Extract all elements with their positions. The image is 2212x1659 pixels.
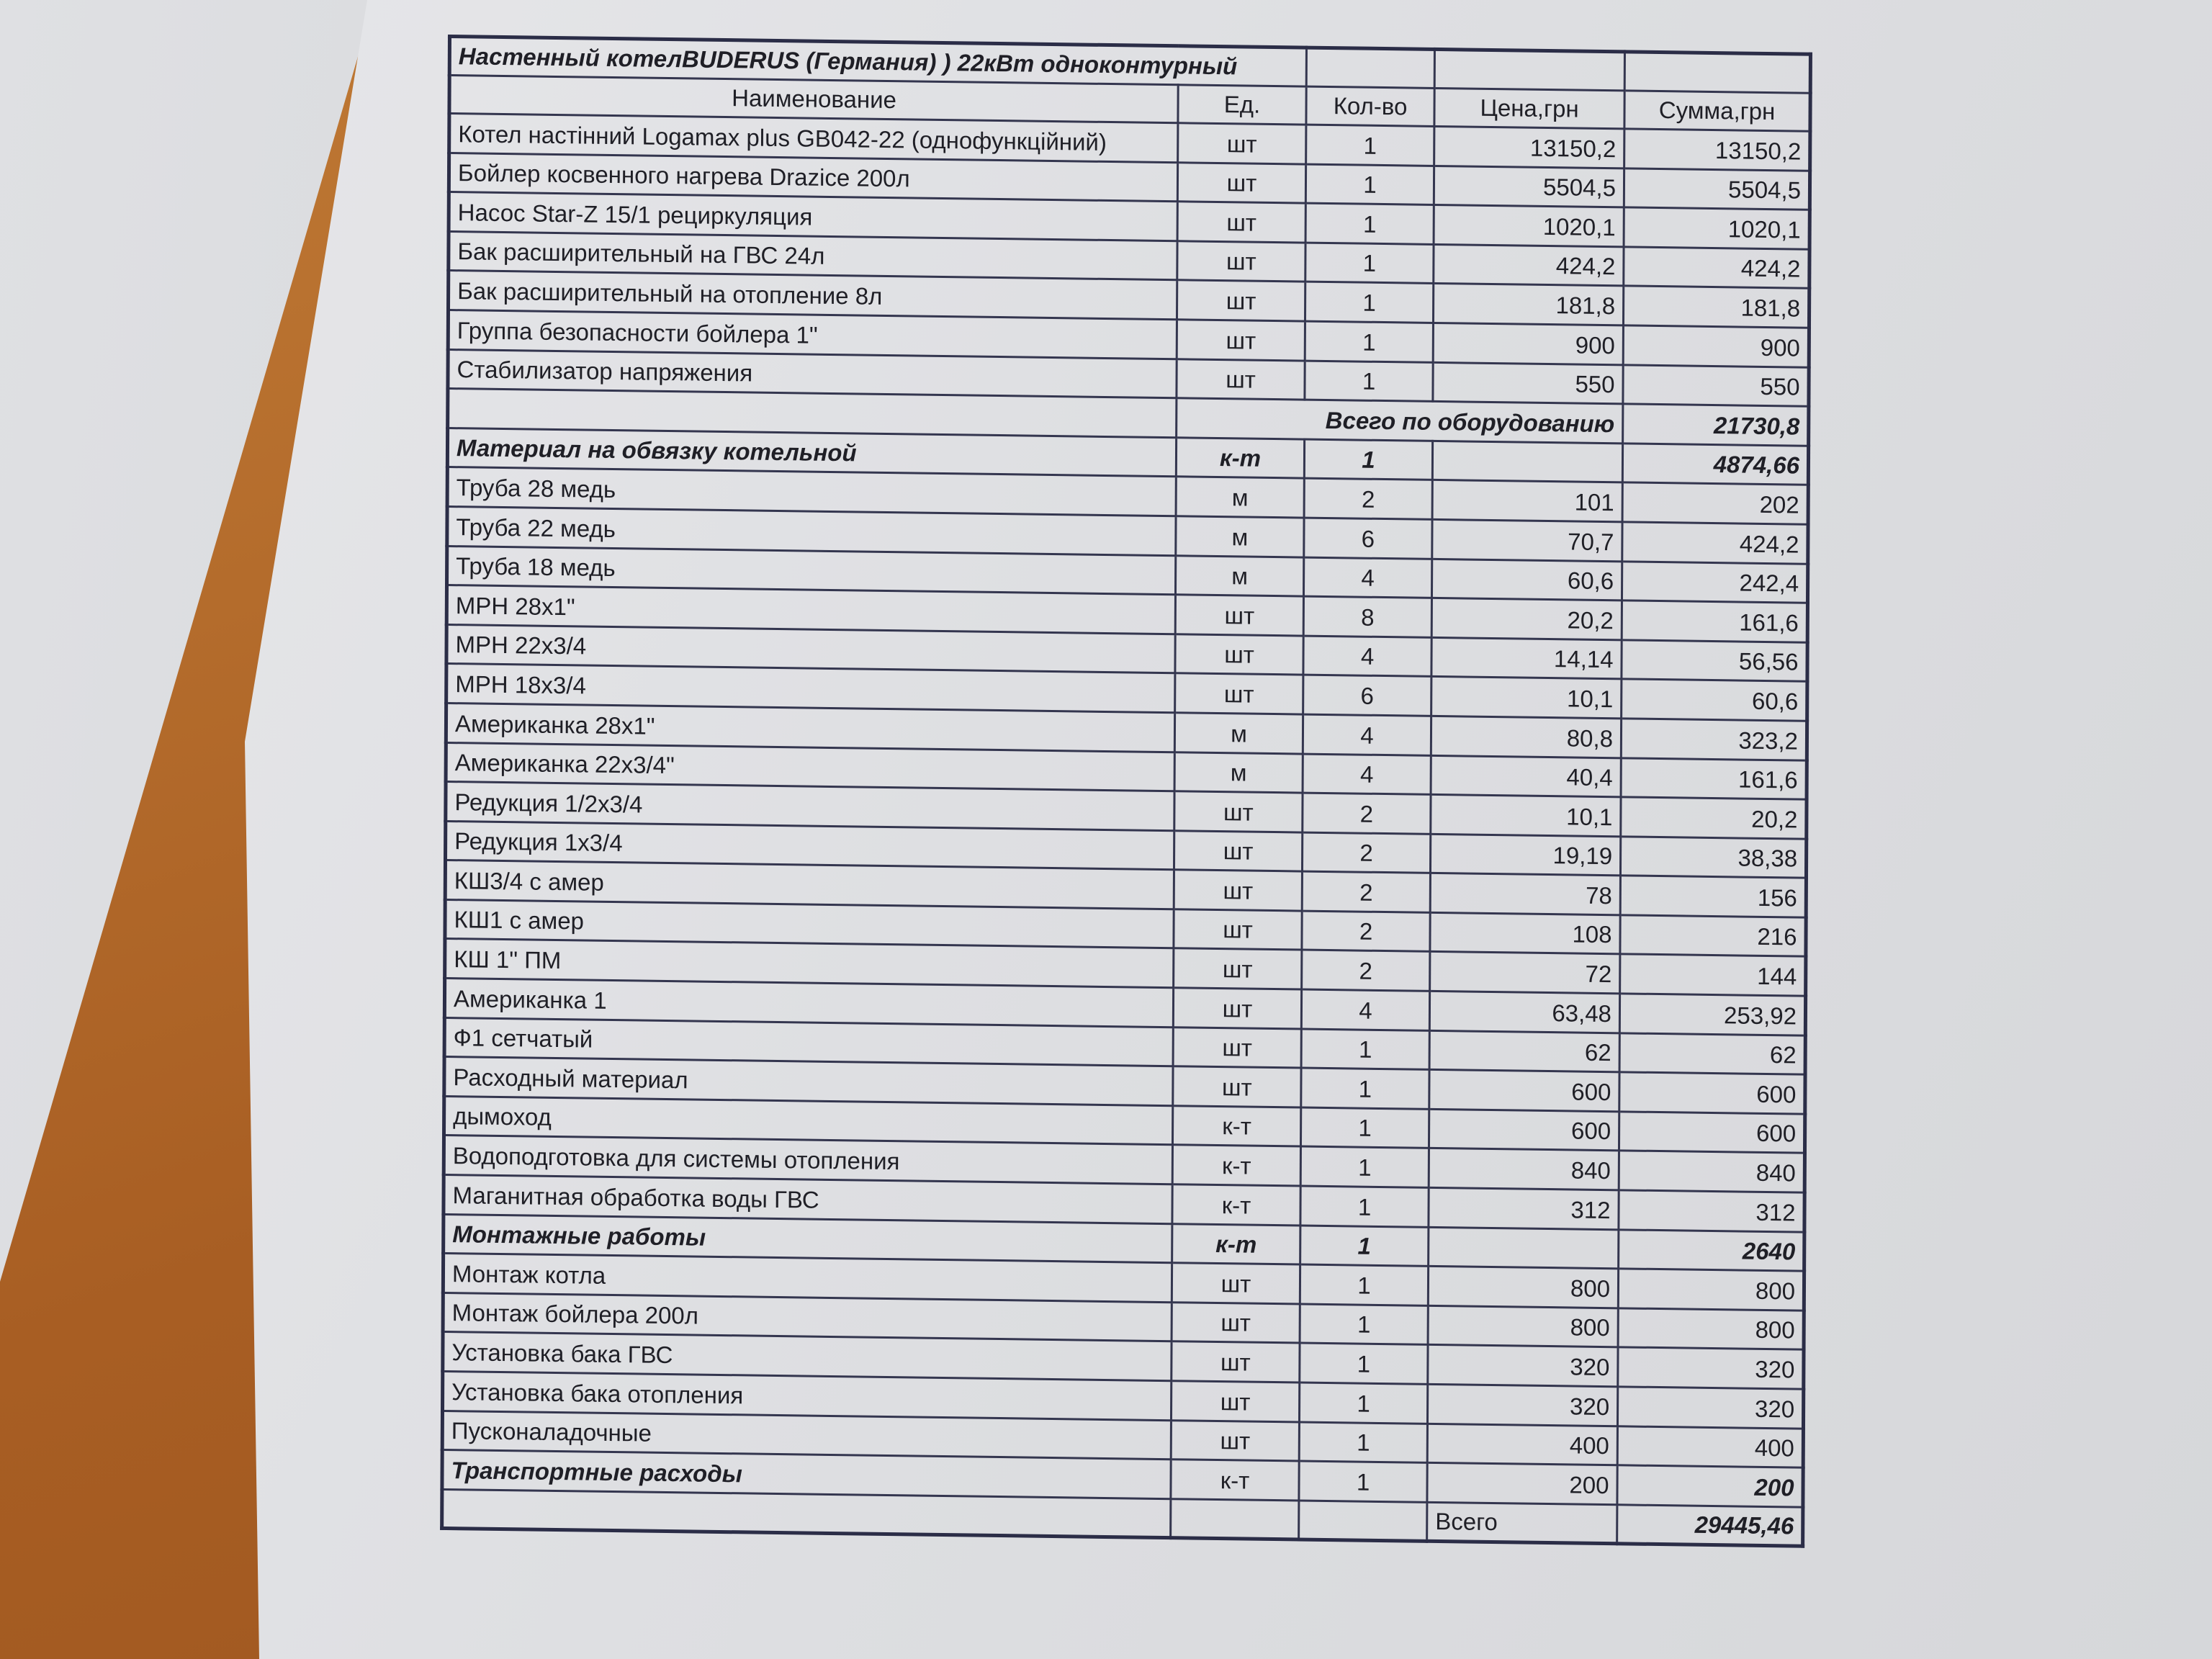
item-unit: шт <box>1173 1027 1301 1068</box>
item-name: Котел настінний Logamax plus GB042-22 (однофункційний) <box>449 114 1178 163</box>
header-sum: Сумма,грн <box>1624 91 1810 131</box>
item-sum: 600 <box>1619 1072 1805 1114</box>
grand-total-sum: 29445,46 <box>1617 1505 1803 1547</box>
item-qty: 1 <box>1301 1029 1429 1070</box>
item-name: Установка бака ГВС <box>443 1332 1172 1381</box>
section-sum: 2640 <box>1619 1229 1804 1271</box>
section-unit: к-т <box>1176 437 1304 478</box>
empty-cell <box>1432 441 1622 482</box>
item-sum: 320 <box>1618 1347 1804 1389</box>
item-name: Редукция 1х3/4 <box>445 821 1174 870</box>
item-sum: 840 <box>1619 1151 1804 1192</box>
empty-cell <box>1429 1227 1619 1269</box>
item-qty: 4 <box>1301 989 1429 1030</box>
item-sum: 424,2 <box>1622 522 1808 564</box>
item-price: 70,7 <box>1432 519 1622 561</box>
item-name: Труба 22 медь <box>447 506 1176 555</box>
item-name: КШ 1" ПМ <box>445 939 1174 988</box>
item-name: Бак расширительный на ГВС 24л <box>449 231 1177 280</box>
item-name: Труба 28 медь <box>447 467 1176 516</box>
item-name: Маганитная обработка воды ГВС <box>444 1174 1172 1223</box>
item-price: 40,4 <box>1431 755 1621 797</box>
item-price: 5504,5 <box>1434 166 1624 207</box>
item-unit: шт <box>1178 123 1306 164</box>
item-sum: 181,8 <box>1623 286 1809 328</box>
item-name: Расходный материал <box>444 1057 1173 1106</box>
header-unit: Ед. <box>1178 85 1306 125</box>
empty-cell <box>1171 1498 1299 1539</box>
item-sum: 56,56 <box>1622 640 1807 682</box>
section-name: Материал на обвязку котельной <box>447 428 1176 477</box>
item-sum: 20,2 <box>1621 797 1807 839</box>
item-sum: 60,6 <box>1622 679 1807 721</box>
item-price: 108 <box>1430 912 1620 954</box>
item-name: Американка 1 <box>444 979 1173 1028</box>
item-unit: шт <box>1175 595 1303 636</box>
item-name: Монтаж бойлера 200л <box>443 1292 1172 1341</box>
grand-total-label: Всего <box>1427 1502 1617 1544</box>
item-unit: м <box>1176 516 1304 557</box>
item-qty: 1 <box>1300 1146 1429 1187</box>
item-qty: 2 <box>1304 478 1432 519</box>
item-sum: 424,2 <box>1624 247 1809 289</box>
item-unit: к-т <box>1172 1106 1300 1147</box>
item-unit: м <box>1175 555 1303 596</box>
item-name: Установка бака отопления <box>442 1371 1171 1420</box>
item-name: Водоподготовка для системы отопления <box>444 1136 1172 1184</box>
item-price: 80,8 <box>1431 716 1621 757</box>
item-unit: шт <box>1172 1341 1300 1382</box>
item-sum: 202 <box>1622 482 1808 524</box>
item-unit: к-т <box>1171 1460 1299 1501</box>
table-title: Настенный котелBUDERUS (Германия) ) 22кВт одноконтурный <box>449 37 1306 87</box>
item-name: Американка 22х3/4" <box>446 742 1174 791</box>
item-name: Насос Star-Z 15/1 рециркуляция <box>449 192 1177 241</box>
item-price: 600 <box>1429 1109 1619 1151</box>
item-unit: шт <box>1174 830 1302 871</box>
item-qty: 1 <box>1300 1304 1428 1345</box>
item-price: 62 <box>1429 1030 1619 1072</box>
item-price: 424,2 <box>1434 244 1624 286</box>
item-name: Редукция 1/2х3/4 <box>446 782 1174 831</box>
section-qty: 1 <box>1304 439 1432 480</box>
item-price: 19,19 <box>1430 834 1620 876</box>
item-sum: 800 <box>1618 1269 1804 1310</box>
item-unit: шт <box>1171 1420 1299 1461</box>
item-qty: 1 <box>1301 1068 1429 1109</box>
item-name: дымоход <box>444 1096 1172 1145</box>
item-unit: м <box>1176 477 1304 518</box>
empty-cell <box>1434 49 1624 90</box>
item-price: 78 <box>1430 873 1620 915</box>
item-qty: 1 <box>1300 1264 1428 1305</box>
item-qty: 2 <box>1302 950 1430 992</box>
item-unit: шт <box>1174 791 1303 832</box>
item-name: Бойлер косвенного нагрева Drazice 200л <box>449 153 1177 202</box>
item-unit: шт <box>1177 320 1305 361</box>
item-price: 13150,2 <box>1434 126 1624 168</box>
item-unit: шт <box>1174 909 1302 950</box>
item-qty: 4 <box>1303 714 1431 755</box>
item-sum: 900 <box>1623 325 1809 367</box>
item-name: Ф1 сетчатый <box>444 1017 1173 1066</box>
item-sum: 216 <box>1620 915 1806 957</box>
item-price: 1020,1 <box>1434 205 1624 247</box>
item-name: МРН 28х1" <box>446 585 1175 634</box>
item-qty: 1 <box>1305 282 1433 323</box>
item-unit: шт <box>1171 1381 1299 1422</box>
item-sum: 550 <box>1623 364 1809 406</box>
item-name: КШ3/4 с амер <box>445 860 1174 909</box>
item-sum: 1020,1 <box>1624 207 1809 249</box>
item-name: Бак расширительный на отопление 8л <box>448 271 1177 320</box>
item-name: Группа безопасности бойлера 1" <box>448 310 1177 359</box>
item-sum: 600 <box>1619 1112 1804 1154</box>
section-name: Монтажные работы <box>444 1214 1172 1263</box>
item-name: КШ1 с амер <box>445 899 1174 948</box>
item-qty: 4 <box>1303 557 1431 598</box>
item-sum: 156 <box>1620 876 1806 917</box>
item-unit: шт <box>1174 870 1302 911</box>
item-qty: 1 <box>1305 164 1434 205</box>
item-name: МРН 18х3/4 <box>446 664 1175 713</box>
item-qty: 1 <box>1299 1382 1427 1424</box>
item-sum: 161,6 <box>1622 601 1807 642</box>
item-sum: 320 <box>1617 1387 1803 1429</box>
item-price: 10,1 <box>1431 794 1621 836</box>
item-unit: шт <box>1177 359 1305 400</box>
item-price: 840 <box>1429 1148 1619 1190</box>
item-sum: 800 <box>1618 1308 1804 1350</box>
item-sum: 161,6 <box>1621 757 1807 799</box>
item-qty: 2 <box>1303 793 1431 834</box>
item-qty: 2 <box>1302 911 1430 952</box>
empty-cell <box>1299 1501 1427 1542</box>
empty-cell <box>1306 48 1434 88</box>
item-unit: шт <box>1177 162 1305 203</box>
item-name: Пусконаладочные <box>442 1411 1171 1460</box>
item-qty: 4 <box>1303 754 1431 795</box>
item-qty: 6 <box>1304 518 1432 559</box>
item-price: 900 <box>1433 323 1623 364</box>
section-sum: 4874,66 <box>1622 444 1808 485</box>
item-sum: 323,2 <box>1621 719 1807 760</box>
item-qty: 1 <box>1300 1107 1429 1148</box>
item-sum: 200 <box>1617 1465 1803 1507</box>
item-price: 101 <box>1432 480 1622 522</box>
header-price: Цена,грн <box>1434 88 1624 128</box>
price-table-body <box>442 37 1811 1547</box>
section-qty: 1 <box>1300 1226 1429 1267</box>
item-price: 20,2 <box>1431 598 1622 640</box>
price-table <box>440 35 1812 1548</box>
equipment-total-sum: 21730,8 <box>1623 404 1809 446</box>
item-qty: 1 <box>1305 243 1434 284</box>
item-unit: шт <box>1172 1302 1300 1343</box>
item-name: Труба 18 медь <box>446 546 1175 595</box>
item-qty: 1 <box>1305 361 1433 402</box>
item-sum: 62 <box>1619 1033 1805 1074</box>
item-price: 800 <box>1428 1267 1618 1308</box>
equipment-total-label: Всего по оборудованию <box>1177 398 1623 444</box>
item-price: 550 <box>1433 362 1623 404</box>
section-unit: к-т <box>1172 1223 1300 1264</box>
item-price: 320 <box>1428 1345 1618 1387</box>
item-qty: 1 <box>1300 1343 1428 1384</box>
item-unit: шт <box>1173 1066 1301 1107</box>
item-name: Американка 28х1" <box>446 703 1174 752</box>
item-unit: шт <box>1175 673 1303 714</box>
item-price: 10,1 <box>1431 677 1622 719</box>
item-price: 72 <box>1430 952 1620 994</box>
item-unit: шт <box>1177 202 1305 243</box>
item-price: 320 <box>1427 1384 1617 1426</box>
item-qty: 1 <box>1300 1186 1429 1227</box>
item-price: 60,6 <box>1431 559 1622 601</box>
item-unit: м <box>1174 713 1303 754</box>
item-qty: 1 <box>1299 1461 1427 1502</box>
item-sum: 144 <box>1620 954 1806 996</box>
empty-cell <box>1624 52 1810 93</box>
item-price: 400 <box>1427 1424 1617 1465</box>
item-name: Стабилизатор напряжения <box>448 349 1177 398</box>
item-unit: к-т <box>1172 1184 1300 1226</box>
item-sum: 13150,2 <box>1624 129 1810 171</box>
item-price: 14,14 <box>1431 637 1622 679</box>
header-name: Наименование <box>449 76 1178 123</box>
item-qty: 1 <box>1306 125 1434 166</box>
item-unit: шт <box>1173 988 1301 1029</box>
item-sum: 253,92 <box>1619 994 1805 1035</box>
item-qty: 1 <box>1305 321 1433 362</box>
item-price: 800 <box>1428 1305 1618 1347</box>
item-name: Транспортные расходы <box>442 1450 1171 1499</box>
item-name: МРН 22х3/4 <box>446 624 1175 673</box>
item-unit: шт <box>1177 280 1305 321</box>
item-qty: 8 <box>1303 596 1431 637</box>
item-unit: шт <box>1175 634 1303 675</box>
item-unit: шт <box>1174 948 1302 989</box>
item-unit: шт <box>1177 241 1305 282</box>
item-sum: 38,38 <box>1620 837 1806 878</box>
item-unit: к-т <box>1172 1145 1300 1186</box>
item-sum: 5504,5 <box>1624 168 1809 210</box>
item-unit: м <box>1174 752 1303 793</box>
item-price: 600 <box>1429 1070 1619 1112</box>
item-sum: 400 <box>1617 1426 1803 1467</box>
item-qty: 1 <box>1299 1422 1427 1463</box>
item-sum: 312 <box>1619 1190 1804 1232</box>
item-price: 63,48 <box>1429 991 1619 1033</box>
item-qty: 2 <box>1302 871 1430 912</box>
item-price: 312 <box>1429 1187 1619 1229</box>
item-name: Монтаж котла <box>443 1254 1172 1303</box>
item-price: 181,8 <box>1433 284 1623 325</box>
header-qty: Кол-во <box>1306 86 1434 126</box>
item-qty: 1 <box>1305 203 1434 244</box>
item-qty: 6 <box>1303 675 1431 716</box>
item-sum: 242,4 <box>1622 561 1807 603</box>
item-qty: 4 <box>1303 636 1431 677</box>
item-unit: шт <box>1172 1263 1300 1304</box>
item-qty: 2 <box>1302 832 1430 873</box>
item-price: 200 <box>1427 1463 1617 1505</box>
